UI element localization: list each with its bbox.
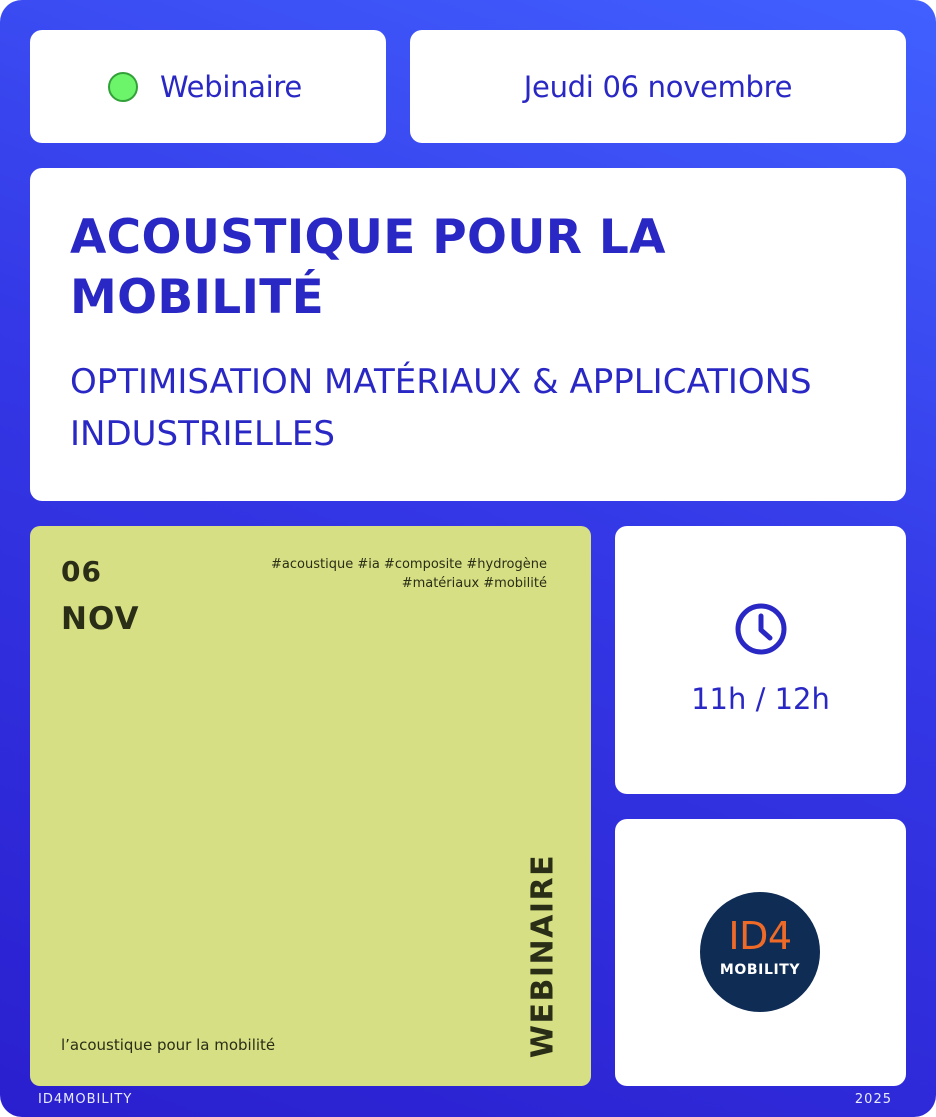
title-card [30,168,906,501]
logo-card [615,819,906,1086]
event-type-card [30,30,386,143]
live-status-dot [108,72,138,102]
poster-month: NOV [61,601,140,637]
poster-hashtags [227,555,547,593]
poster-day: 06 [61,555,102,588]
time-card [615,526,906,794]
event-poster [30,526,591,1086]
event-date-label: Jeudi 06 novembre [523,69,793,104]
page-title: ACOUSTIQUE POUR LA MOBILITÉ [70,210,666,325]
poster-caption: l’acoustique pour la mobilité [61,1036,276,1054]
page-subtitle: OPTIMISATION MATÉRIAUX & APPLICATIONS INDUSTRIELLES [70,362,812,454]
id4mobility-logo [700,892,820,1012]
footer-brand: ID4MOBILITY [38,1092,133,1107]
footer-year: 2025 [854,1092,892,1107]
time-range-label: 11h / 12h [691,682,830,716]
logo-text-top: ID4 [728,914,792,958]
poster-hashtags-line-1: #acoustique #ia #composite #hydrogène [271,557,547,572]
poster-hashtags-line-2: #matériaux #mobilité [401,576,547,591]
clock-icon [734,602,788,656]
poster-vertical-label [508,853,578,1059]
poster-vertical-text: WEBINAIRE [525,853,561,1059]
event-date-card [410,30,906,143]
event-type-label: Webinaire [160,69,302,104]
logo-text-bottom: MOBILITY [719,962,801,978]
